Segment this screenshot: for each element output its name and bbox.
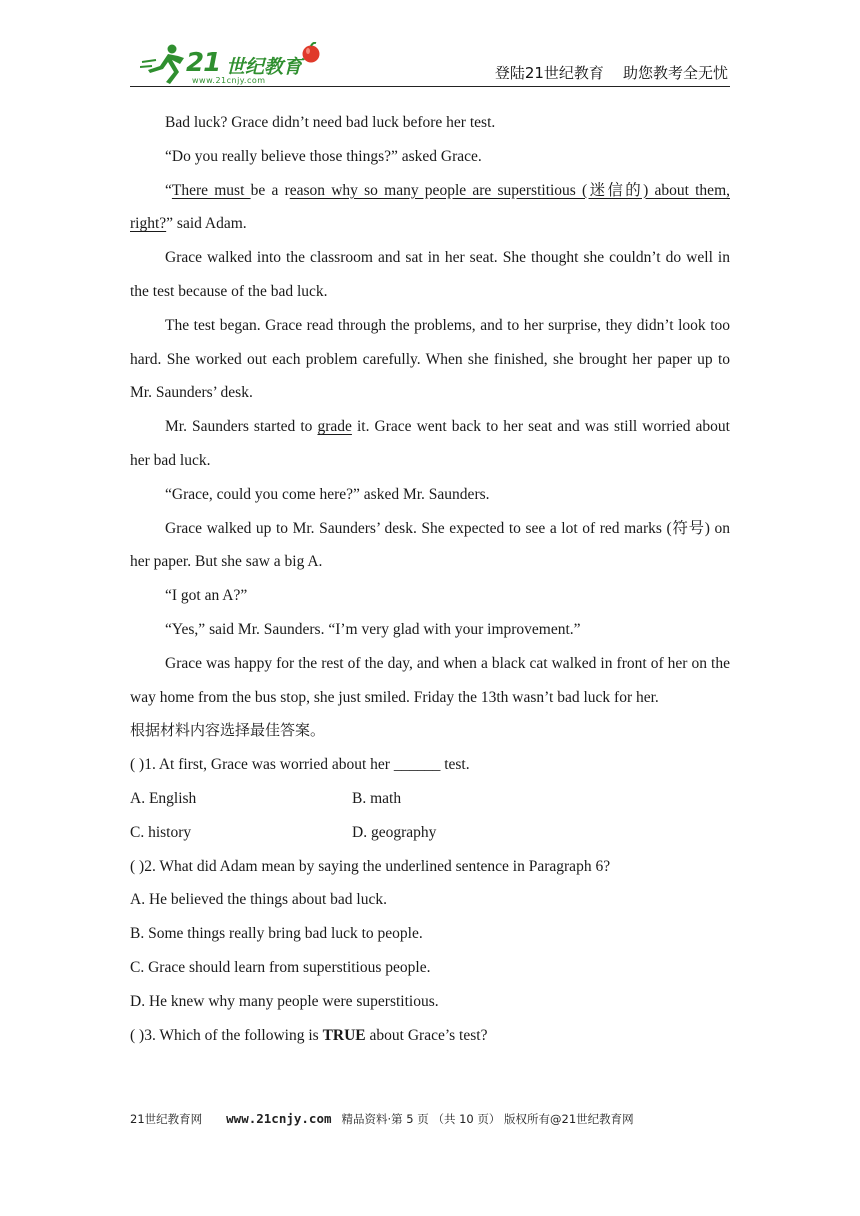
paragraph: “I got an A?” [165, 587, 248, 605]
option-c[interactable]: C. history [130, 823, 192, 841]
header-slogan: 登陆21世纪教育 助您教考全无忧 [494, 64, 728, 82]
option-d[interactable]: D. He knew why many people were superstitious. [130, 992, 439, 1010]
question-stem: ( )1. At first, Grace was worried about her ______ test. [130, 756, 470, 774]
instruction: 根据材料内容选择最佳答案。 [130, 721, 326, 740]
underlined-word: grade [317, 418, 352, 436]
underlined-text: eason why so many people are superstitious (迷信的) about them, right? [130, 181, 730, 233]
logo-number: 21 [186, 48, 221, 78]
runner-icon [140, 42, 190, 86]
option-row [130, 816, 730, 850]
option-d[interactable]: D. geography [352, 823, 437, 841]
option-c[interactable]: C. Grace should learn from superstitious people. [130, 958, 431, 976]
document-body [130, 106, 730, 1052]
option-b[interactable]: B. Some things really bring bad luck to people. [130, 925, 423, 943]
paragraph: “Grace, could you come here?” asked Mr. Saunders. [165, 485, 490, 503]
page-footer [130, 1111, 730, 1127]
underlined-text: There must [171, 181, 251, 199]
paragraph: Grace walked into the classroom and sat in her seat. She thought she couldn’t do well in the test because of the bad luck. [130, 249, 730, 300]
question-stem: ( )2. What did Adam mean by saying the underlined sentence in Paragraph 6? [130, 857, 611, 875]
footer-url[interactable]: www.21cnjy.com [226, 1111, 332, 1126]
paragraph-underlined-sentence: “There must be a reason why so many people are superstitious (迷信的) about them, right?” said Adam. [130, 181, 730, 233]
logo-url: www.21cnjy.com [192, 76, 266, 85]
page-header [130, 38, 730, 87]
paragraph: Grace walked up to Mr. Saunders’ desk. She expected to see a lot of red marks (符号) on her paper. But she saw a big A. [130, 519, 730, 571]
emphasis-true: TRUE [322, 1026, 366, 1044]
paragraph: “Yes,” said Mr. Saunders. “I’m very glad with your improvement.” [165, 620, 581, 638]
option-b[interactable]: B. math [352, 789, 402, 807]
option-a[interactable]: A. He believed the things about bad luck. [130, 891, 387, 909]
footer-site: 21世纪教育网 [130, 1112, 203, 1126]
paragraph: Grace was happy for the rest of the day, and when a black cat walked in front of her on the way home from the bus stop, she just smiled. Friday the 13th wasn’t bad luck for her. [130, 654, 730, 706]
site-logo[interactable] [140, 42, 325, 86]
paragraph: The test began. Grace read through the problems, and to her surprise, they didn’t look too hard. She worked out each problem carefully. When she finished, she brought her paper up to Mr. Saunders’ desk. [130, 316, 730, 402]
paragraph: Mr. Saunders started to grade it. Grace went back to her seat and was still worried about her bad luck. [130, 418, 730, 469]
footer-info: 精品资料·第 5 页 （共 10 页） 版权所有@21世纪教育网 [341, 1112, 634, 1126]
apple-icon [300, 42, 322, 64]
paragraph: “Do you really believe those things?” asked Grace. [165, 147, 482, 165]
question-stem: ( )3. Which of the following is TRUE about Grace’s test? [130, 1026, 488, 1044]
paragraph: Bad luck? Grace didn’t need bad luck before her test. [165, 114, 496, 131]
logo-text: 世纪教育 [226, 56, 303, 78]
option-a[interactable]: A. English [130, 789, 197, 807]
option-row [130, 782, 730, 816]
